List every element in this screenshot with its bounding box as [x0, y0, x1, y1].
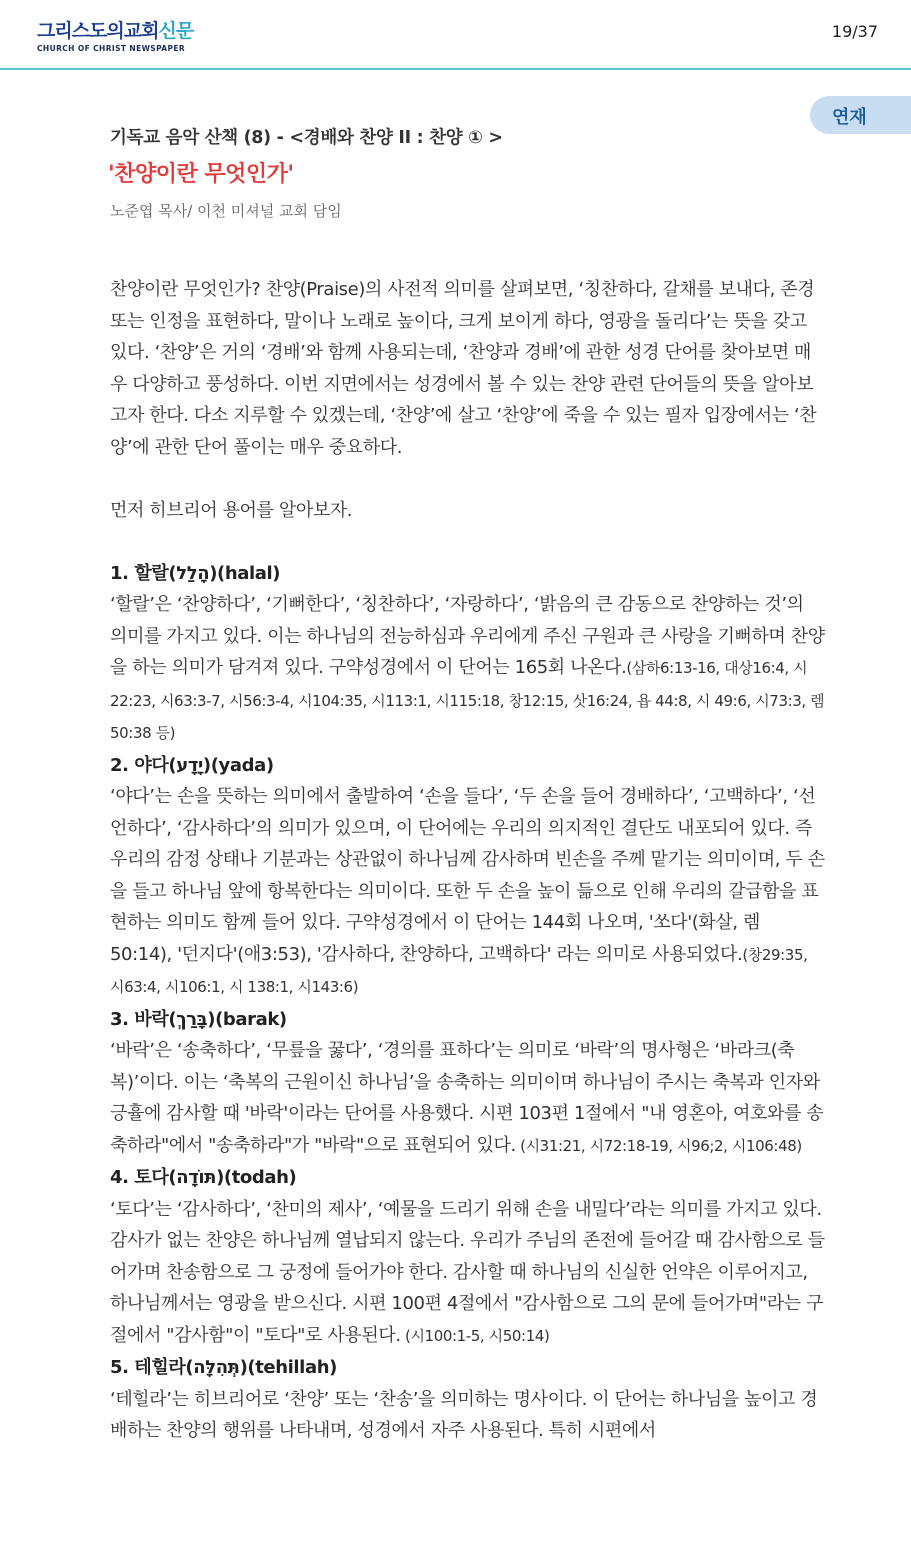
newspaper-logo[interactable]: [37, 20, 193, 54]
page-header: [0, 0, 911, 70]
series-badge: 연재: [810, 96, 911, 134]
scripture-refs: (시31:21, 시72:18-19, 시96;2, 시106:48): [515, 1136, 802, 1155]
section-heading: 2. 야다(יָדָע)(yada): [110, 754, 274, 776]
page-number: 19/37: [831, 22, 878, 41]
logo-title: 그리스도의교회신문: [37, 20, 194, 42]
section-heading: 1. 할랄(הָלַל)(halal): [110, 562, 281, 584]
section-paragraph: ‘할랄’은 ‘찬양하다’, ‘기뻐한다’, ‘칭찬하다’, ‘자랑하다’, ‘밝음의 큰 감동으로 찬양하는 것’의 의미를 가지고 있다. 이는 하나님의 전능하심과 우리에게 주신 구원과 큰 사랑을 기뻐하며 찬양을 하는 의미가 담겨져 있다. 구약성경에서 이 단어는 165회 나온다.(삼하6:13-16, 대상16:4, 시22:23, 시63:3-7, 시56:3-4, 시104:35, 시113:1, 시115:18, 창12:15, 삿16:24, 욥 44:8, 시 49:6, 시73:3, 렘 50:38 등): [110, 594, 825, 742]
article-title: '찬양이란 무엇인가': [108, 162, 294, 187]
series-title: 기독교 음악 산책 (8) - <경배와 찬양 II : 찬양 ① >: [110, 128, 503, 148]
article-author: 노준엽 목사/ 이천 미셔널 교회 담임: [110, 202, 342, 220]
intro-paragraph: 찬양이란 무엇인가? 찬양(Praise)의 사전적 의미를 살펴보면, ‘칭찬하다, 갈채를 보내다, 존경 또는 인정을 표현하다, 말이나 노래로 높이다, 크게 보이게 하다, 영광을 돌리다’는 뜻을 갖고 있다. ‘찬양’은 거의 ‘경배’와 함께 사용되는데, ‘찬양과 경배’에 관한 성경 단어를 찾아보면 매우 다양하고 풍성하다. 이번 지면에서는 성경에서 볼 수 있는 찬양 관련 단어들의 뜻을 알아보고자 한다. 다소 지루할 수 있겠는데, ‘찬양’에 살고 ‘찬양’에 죽을 수 있는 필자 입장에서는 ‘찬양’에 관한 단어 풀이는 매우 중요하다.: [110, 279, 817, 458]
section-heading: 5. 테힐라(תְּהִלָּה)(tehillah): [110, 1357, 337, 1378]
scripture-refs: (창29:35, 시63:4, 시106:1, 시 138:1, 시143:6): [110, 945, 808, 996]
scripture-refs: (삼하6:13-16, 대상16:4, 시22:23, 시63:3-7, 시56:3-4, 시104:35, 시113:1, 시115:18, 창12:15, 삿16:24, 욥 44:8, 시 49:6, 시73:3, 렘 50:38 등): [110, 659, 825, 742]
section-paragraph: ‘토다’는 ‘감사하다’, ‘찬미의 제사’, ‘예물을 드리기 위해 손을 내밀다’라는 의미를 가지고 있다. 감사가 없는 찬양은 하나님께 열납되지 않는다. 우리가 주님의 존전에 들어갈 때 감사함으로 들어가며 찬송함으로 그 궁정에 들어가야 한다. 감사할 때 하나님의 신실한 언약은 이루어지고, 하나님께서는 영광을 받으신다. 시편 100편 4절에서 "감사함으로 그의 문에 들어가며"라는 구절에서 "감사함"이 "토다"로 사용된다. (시100:1-5, 시50:14): [110, 1198, 825, 1346]
lead-paragraph: 먼저 히브리어 용어를 알아보자.: [110, 499, 353, 521]
scripture-refs: (시100:1-5, 시50:14): [400, 1326, 550, 1345]
section-paragraph: ‘테힐라’는 히브리어로 ‘찬양’ 또는 ‘찬송’을 의미하는 명사이다. 이 단어는 하나님을 높이고 경배하는 찬양의 행위를 나타내며, 성경에서 자주 사용된다. 특히 시편에서: [110, 1388, 818, 1441]
section-paragraph: ‘야다’는 손을 뜻하는 의미에서 출발하여 ‘손을 들다’, ‘두 손을 들어 경배하다’, ‘고백하다’, ‘선언하다’, ‘감사하다’의 의미가 있으며, 이 단어에는 우리의 의지적인 결단도 내포되어 있다. 즉 우리의 감정 상태나 기분과는 상관없이 하나님께 감사하며 빈손을 주께 맡기는 의미이며, 두 손을 들고 하나님 앞에 항복한다는 의미이다. 또한 두 손을 높이 듦으로 인해 우리의 갈급함을 표현하는 의미도 함께 들어 있다. 구약성경에서 이 단어는 144회 나오며, '쏘다'(화살, 렘 50:14), '던지다'(애3:53), '감사하다, 찬양하다, 고백하다' 라는 의미로 사용되었다.(창29:35, 시63:4, 시106:1, 시 138:1, 시143:6): [110, 786, 825, 996]
section-heading: 3. 바락(בָּרַךְ)(barak): [110, 1008, 287, 1030]
article-body: [110, 274, 825, 1447]
section-heading: 4. 토다(תּוֹדָה)(todah): [110, 1167, 297, 1188]
section-paragraph: ‘바락’은 ‘송축하다’, ‘무릎을 꿇다’, ‘경의를 표하다’는 의미로 ‘바락’의 명사형은 ‘바라크(축복)’이다. 이는 ‘축복의 근원이신 하나님’을 송축하는 의미이며 하나님이 주시는 축복과 인자와 긍휼에 감사할 때 '바락'이라는 단어를 사용했다. 시편 103편 1절에서 "내 영혼아, 여호와를 송축하라"에서 "송축하라"가 "바락"으로 표현되어 있다. (시31:21, 시72:18-19, 시96;2, 시106:48): [110, 1040, 824, 1156]
logo-subtitle: CHURCH OF CHRIST NEWSPAPER: [37, 44, 186, 53]
